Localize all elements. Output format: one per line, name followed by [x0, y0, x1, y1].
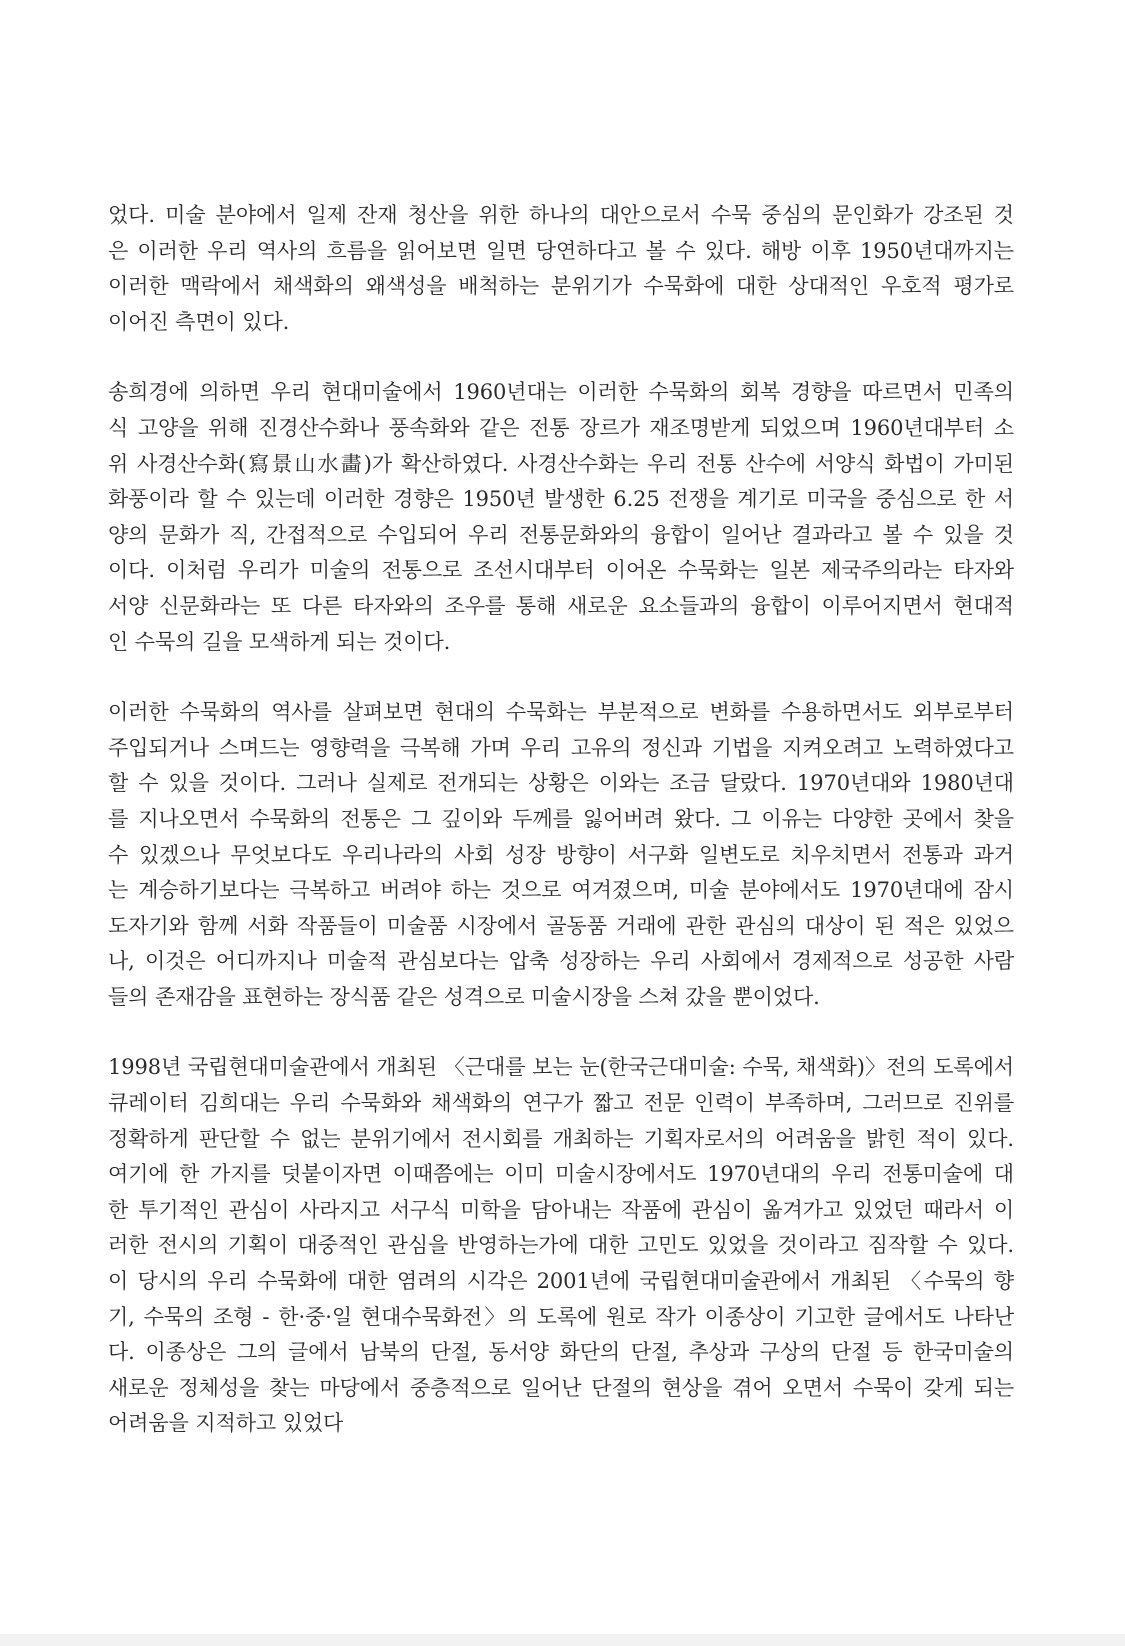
text-line: 는 계승하기보다는 극복하고 버려야 하는 것으로 여겨졌으며, 미술 분야에서도 1970년대에 잠시 [108, 878, 1014, 903]
text-line: 었다. 미술 분야에서 일제 잔재 청산을 위한 하나의 대안으로서 수묵 중심의 문인화가 강조된 것 [108, 203, 1014, 227]
text-line: 화풍이라 할 수 있는데 이러한 경향은 1950년 발생한 6.25 전쟁을 계기로 미국을 중심으로 한 서 [108, 487, 1014, 512]
text-line: 주입되거나 스며드는 영향력을 극복해 가며 우리 고유의 정신과 기법을 지켜오려고 노력하였다고 [108, 735, 1014, 760]
text-line: 이어진 측면이 있다. [108, 309, 290, 334]
text-line: 이러한 맥락에서 채색화의 왜색성을 배척하는 분위기가 수묵화에 대한 상대적인 우호적 평가로 [108, 274, 1014, 299]
text-line: 이다. 이처럼 우리가 미술의 전통으로 조선시대부터 이어온 수묵화는 일본 제국주의라는 타자와 [108, 558, 1014, 583]
text-line: 위 사경산수화(寫景山水畵)가 확산하였다. 사경산수화는 우리 전통 산수에 서양식 화법이 가미된 [108, 451, 1014, 476]
paragraph-4 [108, 1050, 1014, 1442]
paragraph-3 [108, 695, 1014, 1015]
text-line: 한 투기적인 관심이 사라지고 서구식 미학을 담아내는 작품에 관심이 옮겨가고 있었던 때라서 이 [108, 1197, 1014, 1222]
text-line: 수 있겠으나 무엇보다도 우리나라의 사회 성장 방향이 서구화 일변도로 치우치면서 전통과 과거 [108, 842, 1014, 867]
text-line: 어려움을 지적하고 있었다 [108, 1411, 344, 1436]
text-line: 새로운 정체성을 찾는 마당에서 중층적으로 일어난 단절의 현상을 겪어 오면서 수묵이 갖게 되는 [108, 1375, 1014, 1400]
text-line: 정확하게 판단할 수 없는 분위기에서 전시회를 개최하는 기획자로서의 어려움을 밝힌 적이 있다. [108, 1126, 1014, 1151]
text-line: 를 지나오면서 수묵화의 전통은 그 깊이와 두께를 잃어버려 왔다. 그 이유는 다양한 곳에서 찾을 [108, 806, 1014, 831]
text-line: 큐레이터 김희대는 우리 수묵화와 채색화의 연구가 짧고 전문 인력이 부족하며, 그러므로 진위를 [108, 1091, 1014, 1116]
text-line: 양의 문화가 직, 간접적으로 수입되어 우리 전통문화와의 융합이 일어난 결과라고 볼 수 있을 것 [108, 522, 1014, 547]
text-line: 은 이러한 우리 역사의 흐름을 읽어보면 일면 당연하다고 볼 수 있다. 해방 이후 1950년대까지는 [108, 238, 1014, 263]
page-bottom-edge [0, 1634, 1125, 1646]
text-line: 여기에 한 가지를 덧붙이자면 이때쯤에는 이미 미술시장에서도 1970년대의 우리 전통미술에 대 [108, 1162, 1014, 1187]
paragraph-2 [108, 375, 1014, 660]
text-line: 러한 전시의 기획이 대중적인 관심을 반영하는가에 대한 고민도 있었을 것이라고 짐작할 수 있다. [108, 1233, 1014, 1258]
text-line: 기, 수묵의 조형 - 한·중·일 현대수묵화전〉의 도록에 원로 작가 이종상이 기고한 글에서도 나타난 [108, 1304, 1014, 1329]
text-line: 이러한 수묵화의 역사를 살펴보면 현대의 수묵화는 부분적으로 변화를 수용하면서도 외부로부터 [108, 700, 1014, 725]
text-line: 들의 존재감을 표현하는 장식품 같은 성격으로 미술시장을 스쳐 갔을 뿐이었다. [108, 984, 820, 1009]
text-line: 도자기와 함께 서화 작품들이 미술품 시장에서 골동품 거래에 관한 관심의 대상이 된 적은 있었으 [108, 913, 1014, 938]
text-line: 송희경에 의하면 우리 현대미술에서 1960년대는 이러한 수묵화의 회복 경향을 따르면서 민족의 [108, 380, 1014, 405]
text-line: 할 수 있을 것이다. 그러나 실제로 전개되는 상황은 이와는 조금 달랐다. 1970년대와 1980년대 [108, 771, 1014, 796]
text-line: 1998년 국립현대미술관에서 개최된 〈근대를 보는 눈(한국근대미술: 수묵, 채색화)〉전의 도록에서 [108, 1055, 1014, 1080]
text-line: 식 고양을 위해 진경산수화나 풍속화와 같은 전통 장르가 재조명받게 되었으며 1960년대부터 소 [108, 415, 1014, 440]
text-line: 인 수묵의 길을 모색하게 되는 것이다. [108, 629, 451, 654]
text-line: 다. 이종상은 그의 글에서 남북의 단절, 동서양 화단의 단절, 추상과 구상의 단절 등 한국미술의 [108, 1340, 1014, 1365]
body-text [108, 198, 1014, 1477]
paragraph-1 [108, 198, 1014, 340]
text-line: 서양 신문화라는 또 다른 타자와의 조우를 통해 새로운 요소들과의 융합이 이루어지면서 현대적 [108, 593, 1014, 618]
text-line: 나, 이것은 어디까지나 미술적 관심보다는 압축 성장하는 우리 사회에서 경제적으로 성공한 사람 [108, 949, 1014, 974]
text-line: 이 당시의 우리 수묵화에 대한 염려의 시각은 2001년에 국립현대미술관에서 개최된 〈수묵의 향 [108, 1269, 1014, 1294]
